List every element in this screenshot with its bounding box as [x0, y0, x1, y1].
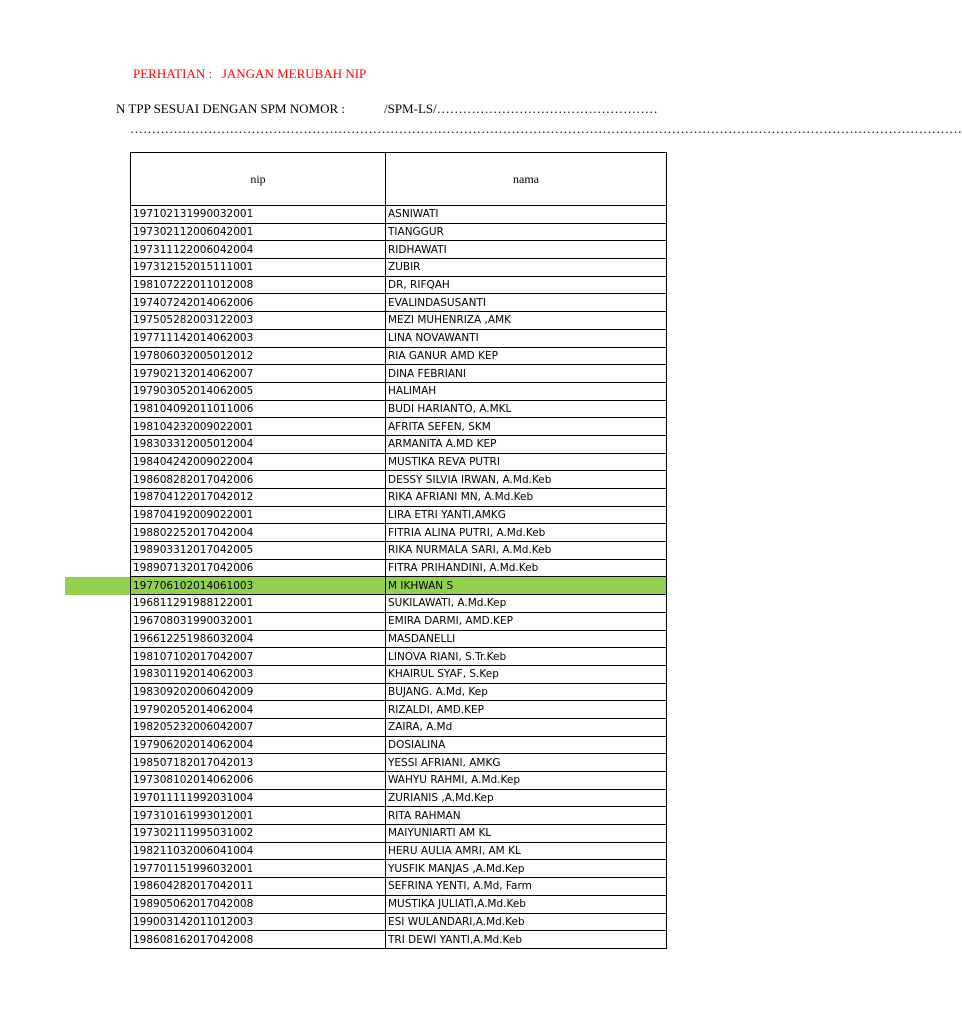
- nama-cell: BUDI HARIANTO, A.MKL: [386, 400, 667, 418]
- table-row: [131, 382, 667, 400]
- table-row: [131, 435, 667, 453]
- table-row: [131, 931, 667, 949]
- table-row: [131, 524, 667, 542]
- table-row: [131, 453, 667, 471]
- nip-cell: 198107222011012008: [131, 276, 386, 294]
- nama-cell: YESSI AFRIANI, AMKG: [386, 754, 667, 772]
- nip-cell: 198104232009022001: [131, 418, 386, 436]
- nama-cell: FITRIA ALINA PUTRI, A.Md.Keb: [386, 524, 667, 542]
- table-row: [131, 772, 667, 790]
- nip-cell: 199003142011012003: [131, 913, 386, 931]
- nip-cell: 197505282003122003: [131, 312, 386, 330]
- spm-number-line: N TPP SESUAI DENGAN SPM NOMOR : /SPM-LS/……………………………………………: [116, 101, 658, 116]
- nip-cell: 197308102014062006: [131, 772, 386, 790]
- table-row: [131, 489, 667, 507]
- table-header-row: [131, 153, 667, 206]
- table-row: [131, 347, 667, 365]
- table-row: [131, 630, 667, 648]
- nama-cell: MASDANELLI: [386, 630, 667, 648]
- nip-cell: 197407242014062006: [131, 294, 386, 312]
- nip-cell: 197806032005012012: [131, 347, 386, 365]
- nama-cell: BUJANG. A.Md, Kep: [386, 683, 667, 701]
- table-row: [131, 895, 667, 913]
- table-row: [131, 312, 667, 330]
- nama-cell: DR, RIFQAH: [386, 276, 667, 294]
- table-row: [131, 259, 667, 277]
- nama-cell: TRI DEWI YANTI,A.Md.Keb: [386, 931, 667, 949]
- column-header-nip: nip: [131, 153, 386, 206]
- nip-cell: 198704192009022001: [131, 506, 386, 524]
- table-row: [131, 365, 667, 383]
- nip-cell: 198608162017042008: [131, 931, 386, 949]
- nip-cell: 197711142014062003: [131, 329, 386, 347]
- nama-cell: LINA NOVAWANTI: [386, 329, 667, 347]
- table-row: [131, 241, 667, 259]
- nama-cell: MEZI MUHENRIZA ,AMK: [386, 312, 667, 330]
- nip-cell: 198107102017042007: [131, 648, 386, 666]
- nama-cell: KHAIRUL SYAF, S.Kep: [386, 665, 667, 683]
- nip-cell: 198905062017042008: [131, 895, 386, 913]
- nip-cell: 198104092011011006: [131, 400, 386, 418]
- table-row: [131, 683, 667, 701]
- nama-cell: ESI WULANDARI,A.Md.Keb: [386, 913, 667, 931]
- table-row: [131, 718, 667, 736]
- nama-cell: AFRITA SEFEN, SKM: [386, 418, 667, 436]
- table-row: [131, 542, 667, 560]
- nip-cell: 197302112006042001: [131, 223, 386, 241]
- nama-cell: RIA GANUR AMD KEP: [386, 347, 667, 365]
- nama-cell: DESSY SILVIA IRWAN, A.Md.Keb: [386, 471, 667, 489]
- nama-cell: RIDHAWATI: [386, 241, 667, 259]
- nama-cell: EMIRA DARMI, AMD.KEP: [386, 612, 667, 630]
- nip-cell: 197701151996032001: [131, 860, 386, 878]
- nama-cell: ARMANITA A.MD KEP: [386, 435, 667, 453]
- dotted-continuation-line: …………………………………………………………………………………………………………………………………………………………………………: [130, 121, 962, 136]
- table-row: [131, 648, 667, 666]
- nip-cell: 197302111995031002: [131, 825, 386, 843]
- nip-cell: 198404242009022004: [131, 453, 386, 471]
- nip-cell: 197903052014062005: [131, 382, 386, 400]
- nip-cell: 198301192014062003: [131, 665, 386, 683]
- nama-cell: RIKA AFRIANI MN, A.Md.Keb: [386, 489, 667, 507]
- table-row: [131, 789, 667, 807]
- nama-cell: RIKA NURMALA SARI, A.Md.Keb: [386, 542, 667, 560]
- nip-cell: 196612251986032004: [131, 630, 386, 648]
- nip-cell: 197902052014062004: [131, 701, 386, 719]
- table-row: [131, 418, 667, 436]
- nama-cell: LIRA ETRI YANTI,AMKG: [386, 506, 667, 524]
- table-row: [131, 701, 667, 719]
- nama-cell: ZURIANIS ,A.Md.Kep: [386, 789, 667, 807]
- table-row: [131, 206, 667, 224]
- nama-cell: ZUBIR: [386, 259, 667, 277]
- nama-cell: EVALINDASUSANTI: [386, 294, 667, 312]
- nip-cell: 198802252017042004: [131, 524, 386, 542]
- nip-cell: 198303312005012004: [131, 435, 386, 453]
- nip-cell: 198608282017042006: [131, 471, 386, 489]
- nama-cell: LINOVA RIANI, S.Tr.Keb: [386, 648, 667, 666]
- table-row: [131, 595, 667, 613]
- nama-cell: SUKILAWATI, A.Md.Kep: [386, 595, 667, 613]
- nip-cell: 197312152015111001: [131, 259, 386, 277]
- table-row: [131, 754, 667, 772]
- nip-cell: 198211032006041004: [131, 842, 386, 860]
- table-row: [131, 400, 667, 418]
- nama-cell: DOSIALINA: [386, 736, 667, 754]
- nama-cell: YUSFIK MANJAS ,A.Md.Kep: [386, 860, 667, 878]
- warning-text: PERHATIAN : JANGAN MERUBAH NIP: [133, 66, 367, 81]
- nama-cell: FITRA PRIHANDINI, A.Md.Keb: [386, 559, 667, 577]
- nama-cell: HALIMAH: [386, 382, 667, 400]
- nip-cell: 197706102014061003: [131, 577, 386, 595]
- nip-cell: 198604282017042011: [131, 878, 386, 896]
- nama-cell: TIANGGUR: [386, 223, 667, 241]
- nama-cell: SEFRINA YENTI, A.Md, Farm: [386, 878, 667, 896]
- nama-cell: ZAIRA, A.Md: [386, 718, 667, 736]
- nama-cell: DINA FEBRIANI: [386, 365, 667, 383]
- table-row: [131, 223, 667, 241]
- nama-cell: HERU AULIA AMRI, AM KL: [386, 842, 667, 860]
- table-row: [131, 612, 667, 630]
- nama-cell: ASNIWATI: [386, 206, 667, 224]
- nip-cell: 197311122006042004: [131, 241, 386, 259]
- table-row: [131, 665, 667, 683]
- nama-cell: RIZALDI, AMD.KEP: [386, 701, 667, 719]
- table-row: [131, 506, 667, 524]
- nip-cell: 197011111992031004: [131, 789, 386, 807]
- nip-cell: 196708031990032001: [131, 612, 386, 630]
- table-row: [131, 825, 667, 843]
- table-body: [131, 206, 667, 949]
- employee-table: [130, 152, 667, 949]
- nip-cell: 198309202006042009: [131, 683, 386, 701]
- nama-cell: RITA RAHMAN: [386, 807, 667, 825]
- nip-cell: 198507182017042013: [131, 754, 386, 772]
- table-row: [131, 471, 667, 489]
- nip-cell: 198704122017042012: [131, 489, 386, 507]
- column-header-nama: nama: [386, 153, 667, 206]
- nip-cell: 197906202014062004: [131, 736, 386, 754]
- nama-cell: MAIYUNIARTI AM KL: [386, 825, 667, 843]
- nama-cell: M IKHWAN S: [386, 577, 667, 595]
- table-row: [131, 878, 667, 896]
- nip-cell: 198907132017042006: [131, 559, 386, 577]
- table-row: [131, 860, 667, 878]
- nip-cell: 197102131990032001: [131, 206, 386, 224]
- table-row: [131, 294, 667, 312]
- table-row: [131, 842, 667, 860]
- table-row: [131, 807, 667, 825]
- table-row: [131, 736, 667, 754]
- nip-cell: 197902132014062007: [131, 365, 386, 383]
- nama-cell: MUSTIKA REVA PUTRI: [386, 453, 667, 471]
- table-row: [131, 559, 667, 577]
- table-row: [131, 276, 667, 294]
- nama-cell: WAHYU RAHMI, A.Md.Kep: [386, 772, 667, 790]
- nip-cell: 198205232006042007: [131, 718, 386, 736]
- table-row: [131, 577, 667, 595]
- table-row: [131, 913, 667, 931]
- nama-cell: MUSTIKA JULIATI,A.Md.Keb: [386, 895, 667, 913]
- nip-cell: 197310161993012001: [131, 807, 386, 825]
- table-row: [131, 329, 667, 347]
- nip-cell: 198903312017042005: [131, 542, 386, 560]
- nip-cell: 196811291988122001: [131, 595, 386, 613]
